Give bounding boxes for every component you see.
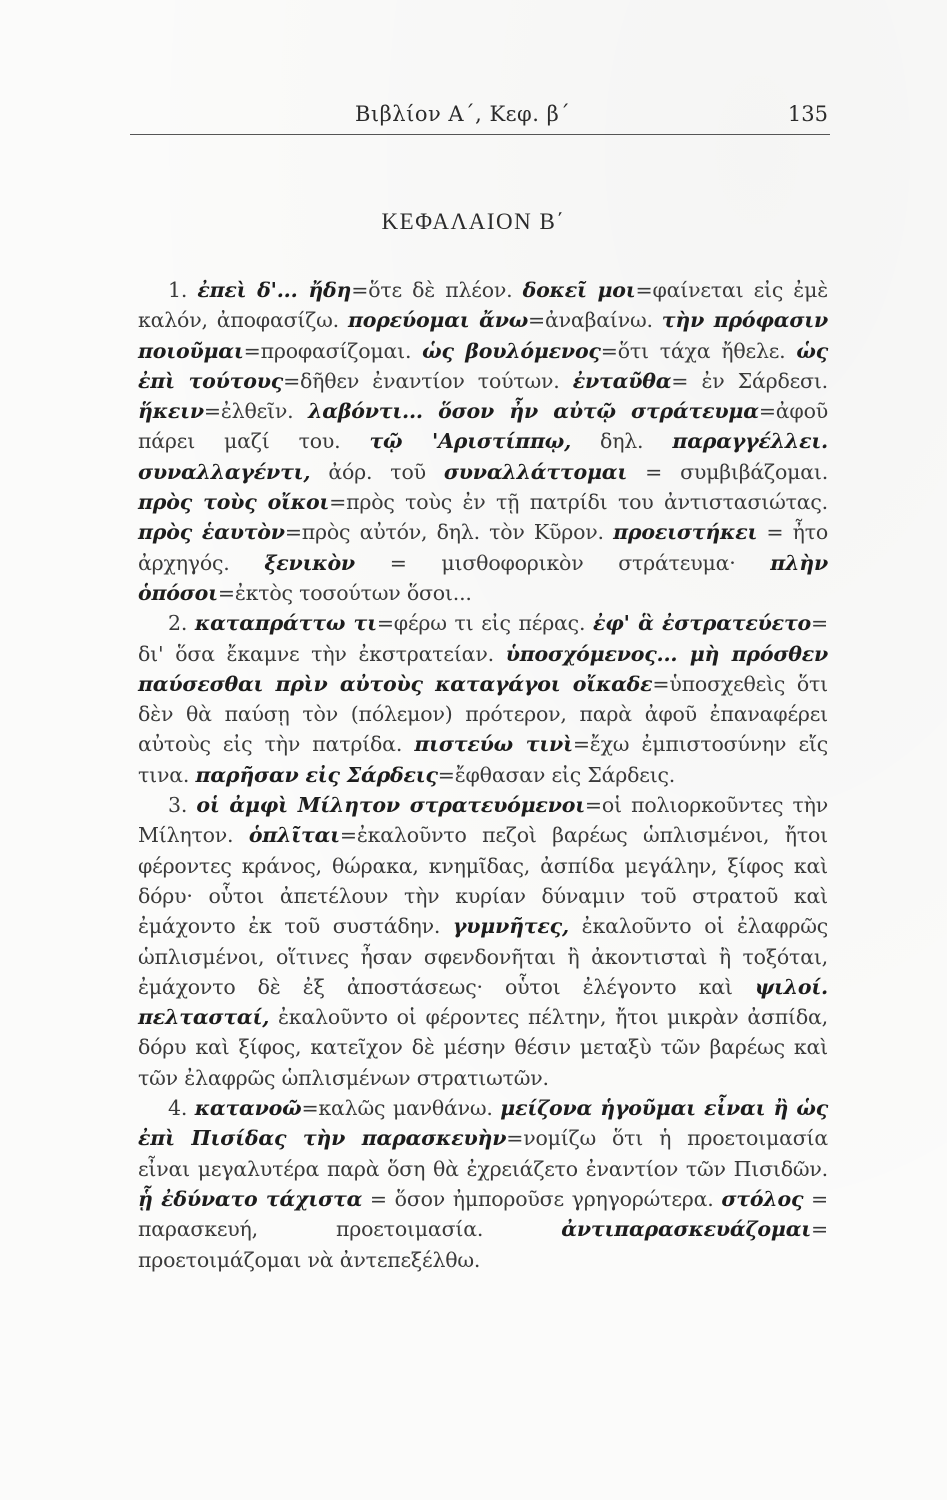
gloss: ἀόρ. τοῦ <box>310 459 444 484</box>
lemma: ἐφ' ἃ ἐστρατεύετο <box>593 611 812 636</box>
gloss: = προετοιμάζομαι νὰ ἀντεπεξέλθω. <box>138 1217 828 1272</box>
gloss: =ἔχω ἐμπιστοσύνην εἴς τινα. <box>138 732 828 787</box>
lemma: μείζονα ἡγοῦμαι εἶναι ἢ ὡς ἐπὶ Πισίδας τὴν παρασκευὴν <box>138 1096 828 1151</box>
paragraph-3 <box>138 790 828 1093</box>
lemma: πιστεύω τινὶ <box>414 732 573 757</box>
lemma: ἀντιπαρασκευάζομαι <box>561 1217 812 1242</box>
gloss: =δῆθεν ἐναντίον τούτων. <box>283 368 573 393</box>
lemma: λαβόντι... ὅσον ἦν αὐτῷ στράτευμα <box>308 399 759 424</box>
gloss: =ἀναβαίνω. <box>528 308 662 333</box>
lemma: ξενικὸν <box>264 550 355 575</box>
gloss: =οἱ πολιορκοῦντες τὴν Μίλητον. <box>138 793 828 848</box>
lemma: πορεύομαι ἄνω <box>347 308 529 333</box>
gloss: = παρασκευή, προετοιμασία. <box>138 1186 828 1242</box>
gloss: =πρὸς αὐτόν, δηλ. τὸν Κῦρον. <box>284 520 614 545</box>
chapter-title: ΚΕΦΑΛΑΙΟΝ Β΄ <box>381 209 566 234</box>
paragraph-2 <box>138 608 828 790</box>
lemma: ᾗ ἐδύνατο τάχιστα <box>138 1186 363 1211</box>
lemma: ὑποσχόμενος... μὴ πρόσθεν παύσεσθαι πρὶν αὐτοὺς καταγάγοι οἴκαδε <box>138 641 829 696</box>
gloss: ἐκαλοῦντο οἱ ἐλαφρῶς ὡπλισμένοι, οἵτινες ἦσαν σφενδονῆται ἢ ἀκοντισταὶ ἢ τοξόται, ἐμάχοντο δὲ ἐξ ἀποστάσεως· οὗτοι ἐλέγοντο καὶ <box>138 914 828 999</box>
commentary-body <box>138 275 828 1275</box>
gloss: =νομίζω ὅτι ἡ προετοιμασία εἶναι μεγαλυτέρα παρὰ ὅση θὰ ἐχρειάζετο ἐναντίον τῶν Πισιδῶν. <box>138 1126 828 1181</box>
lemma: γυμνῆτες, <box>452 914 569 939</box>
lemma: πρὸς τοὺς οἴκοι <box>138 490 330 515</box>
paragraph-4 <box>138 1093 828 1275</box>
gloss: =ἐκτὸς τοσούτων ὅσοι... <box>217 580 472 605</box>
lemma: ψιλοί. πελτασταί, <box>138 974 828 1030</box>
gloss: =ἐλθεῖν. <box>203 399 309 424</box>
lemma: ἐνταῦθα <box>572 368 672 393</box>
gloss: =φαίνεται εἰς ἐμὲ καλόν, ἀποφασίζω. <box>138 278 829 333</box>
gloss: = ὅσον ἠμποροῦσε γρηγορώτερα. <box>362 1186 722 1211</box>
gloss: ἐκαλοῦντο οἱ φέροντες πέλτην, ἤτοι μικρὰν ἀσπίδα, δόρυ καὶ ξίφος, κατεῖχον δὲ μέσην θέσιν μεταξὺ τῶν βαρέως καὶ τῶν ἐλαφρῶς ὡπλισμένων στρατιωτῶν. <box>138 1005 828 1090</box>
gloss: 2. <box>168 611 195 636</box>
paragraph-1 <box>138 275 828 608</box>
gloss: =ἐκαλοῦντο πεζοὶ βαρέως ὡπλισμένοι, ἤτοι φέροντες κράνος, θώρακα, κνημῖδας, ἀσπίδα μεγάλην, ξίφος καὶ δόρυ· οὗτοι ἀπετέλουν τὴν κυρίαν δύναμιν τοῦ στρατοῦ καὶ ἐμάχοντο ἐκ τοῦ συστάδην. <box>138 823 828 939</box>
lemma: πλὴν ὁπόσοι <box>138 550 828 605</box>
gloss: = δι' ὅσα ἔκαμνε τὴν ἐκστρατείαν. <box>138 611 828 666</box>
gloss: =ἀφοῦ πάρει μαζί του. <box>138 399 828 454</box>
lemma: συναλλάττομαι <box>443 459 628 484</box>
lemma: καταπράττω τι <box>194 611 377 636</box>
lemma: κατανοῶ <box>194 1096 302 1121</box>
lemma: δοκεῖ μοι <box>522 278 636 302</box>
gloss: δηλ. <box>571 429 673 454</box>
gloss: =καλῶς μανθάνω. <box>301 1096 501 1121</box>
gloss: 4. <box>168 1096 195 1121</box>
lemma: ἥκειν <box>138 399 204 424</box>
lemma: παραγγέλλει. συναλλαγέντι, <box>138 429 828 484</box>
gloss: 1. <box>168 278 198 302</box>
lemma: πρὸς ἑαυτὸν <box>138 520 285 545</box>
lemma: οἱ ἀμφὶ Μίλητον στρατευόμενοι <box>196 793 585 818</box>
gloss: = συμβιβάζομαι. <box>627 459 829 484</box>
page-number: 135 <box>787 102 828 126</box>
lemma: παρῆσαν εἰς Σάρδεις <box>195 762 438 787</box>
lemma: τὴν πρόφασιν ποιοῦμαι <box>138 308 828 363</box>
gloss: =ὅτε δὲ πλέον. <box>351 278 523 302</box>
lemma: στόλος <box>721 1186 804 1211</box>
gloss: = ἦτο ἀρχηγός. <box>138 520 829 575</box>
lemma: ὡς βουλόμενος <box>422 338 601 363</box>
gloss: =φέρω τι εἰς πέρας. <box>376 611 594 636</box>
lemma: προειστήκει <box>613 520 758 545</box>
gloss: =ἔφθασαν εἰς Σάρδεις. <box>437 762 676 787</box>
lemma: τῷ 'Αριστίππῳ, <box>369 429 572 454</box>
running-title: Βιβλίον Α΄, Κεφ. β΄ <box>355 102 571 126</box>
gloss: =ὑποσχεθεὶς ὅτι δὲν θὰ παύσῃ τὸν (πόλεμον) πρότερον, παρὰ ἀφοῦ ἐπαναφέρει αὐτοὺς εἰς τὴν πατρίδα. <box>138 671 828 757</box>
gloss: =ὅτι τάχα ἤθελε. <box>600 338 797 363</box>
gloss: = ἐν Σάρδεσι. <box>671 368 828 393</box>
running-header <box>130 98 830 135</box>
lemma: ὁπλῖται <box>248 823 340 848</box>
gloss: = μισθοφορικὸν στράτευμα· <box>354 550 771 575</box>
lemma: ἐπεὶ δ'... ἤδη <box>197 278 352 302</box>
gloss: =πρὸς τοὺς ἐν τῇ πατρίδι του ἀντιστασιώτας. <box>329 490 828 515</box>
gloss: =προφασίζομαι. <box>243 338 423 363</box>
gloss: 3. <box>168 793 197 818</box>
lemma: ὡς ἐπὶ τούτους <box>138 338 828 393</box>
